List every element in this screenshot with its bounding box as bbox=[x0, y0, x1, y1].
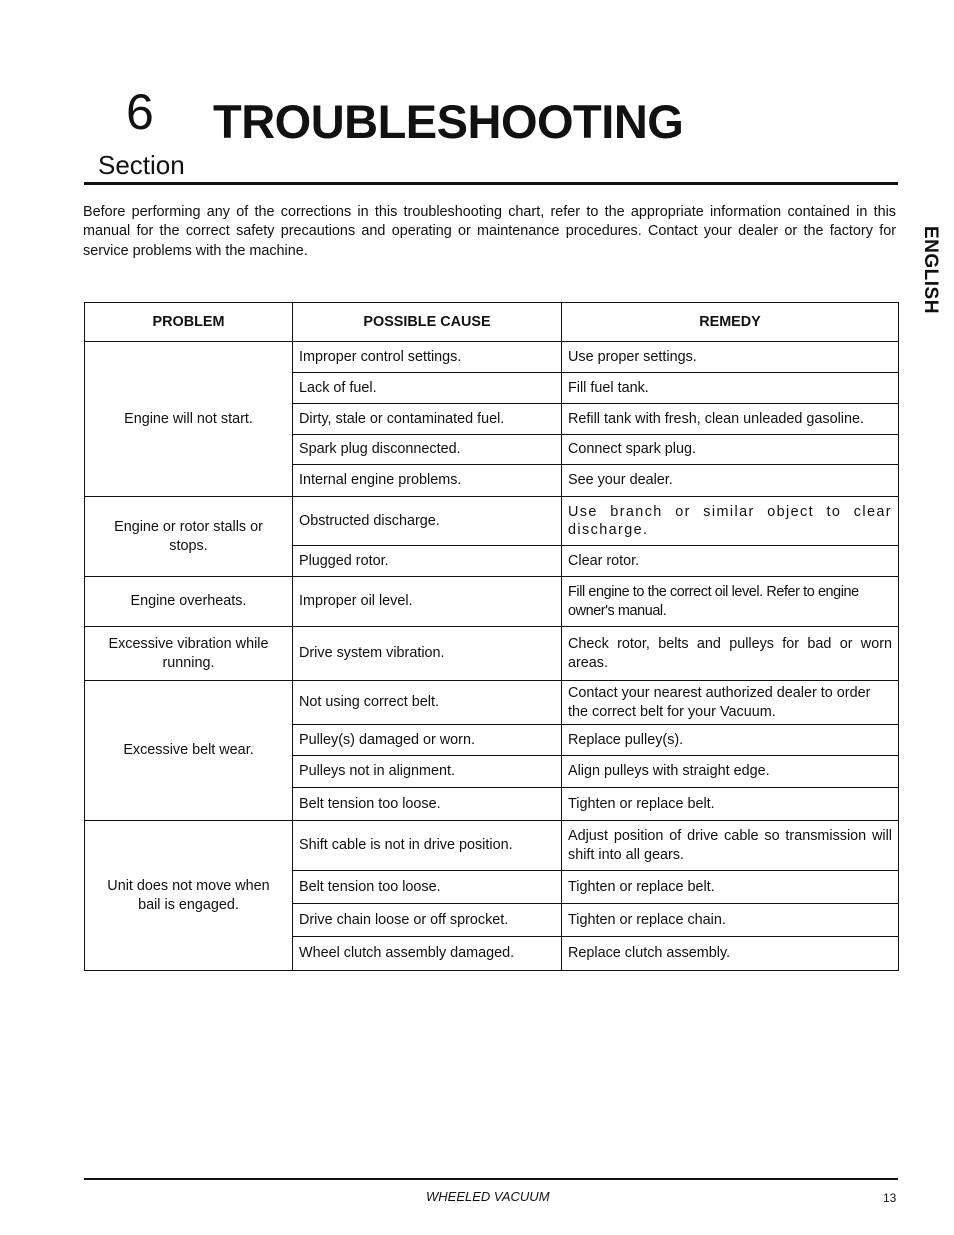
table-row bbox=[85, 577, 899, 627]
remedy-cell: Clear rotor. bbox=[562, 546, 899, 577]
table-row bbox=[85, 497, 899, 546]
section-label: Section bbox=[98, 150, 185, 180]
remedy-cell: Replace pulley(s). bbox=[562, 725, 899, 756]
footer-rule bbox=[84, 1178, 898, 1180]
header-remedy: REMEDY bbox=[562, 303, 899, 342]
table-header-row bbox=[85, 303, 899, 342]
remedy-cell: Use proper settings. bbox=[562, 342, 899, 373]
cause-cell: Spark plug disconnected. bbox=[293, 435, 562, 465]
cause-cell: Plugged rotor. bbox=[293, 546, 562, 577]
cause-cell: Internal engine problems. bbox=[293, 465, 562, 497]
cause-cell: Drive chain loose or off sprocket. bbox=[293, 904, 562, 937]
problem-cell: Engine or rotor stalls or stops. bbox=[85, 497, 293, 577]
problem-cell: Engine will not start. bbox=[85, 342, 293, 497]
remedy-cell: Check rotor, belts and pulleys for bad or worn areas. bbox=[562, 627, 899, 681]
cause-cell: Belt tension too loose. bbox=[293, 871, 562, 904]
table-row bbox=[85, 821, 899, 871]
cause-cell: Lack of fuel. bbox=[293, 373, 562, 404]
header-possible-cause: POSSIBLE CAUSE bbox=[293, 303, 562, 342]
language-label: ENGLISH bbox=[920, 226, 941, 314]
cause-cell: Not using correct belt. bbox=[293, 681, 562, 725]
page-number: 13 bbox=[883, 1191, 897, 1205]
problem-cell: Excessive vibration while running. bbox=[85, 627, 293, 681]
cause-cell: Shift cable is not in drive position. bbox=[293, 821, 562, 871]
remedy-cell: See your dealer. bbox=[562, 465, 899, 497]
header-rule bbox=[84, 182, 898, 185]
remedy-cell: Tighten or replace belt. bbox=[562, 871, 899, 904]
remedy-cell: Use branch or similar object to clear discharge. bbox=[562, 497, 899, 546]
table-row bbox=[85, 342, 899, 373]
section-number: 6 bbox=[126, 84, 154, 140]
troubleshooting-table bbox=[84, 302, 899, 971]
remedy-cell: Fill engine to the correct oil level. Refer to engine owner's manual. bbox=[562, 577, 899, 627]
remedy-cell: Align pulleys with straight edge. bbox=[562, 756, 899, 788]
problem-cell: Unit does not move when bail is engaged. bbox=[85, 821, 293, 971]
problem-cell: Excessive belt wear. bbox=[85, 681, 293, 821]
cause-cell: Improper oil level. bbox=[293, 577, 562, 627]
cause-cell: Belt tension too loose. bbox=[293, 788, 562, 821]
table-row bbox=[85, 627, 899, 681]
remedy-cell: Refill tank with fresh, clean unleaded gasoline. bbox=[562, 404, 899, 435]
remedy-cell: Replace clutch assembly. bbox=[562, 937, 899, 971]
cause-cell: Wheel clutch assembly damaged. bbox=[293, 937, 562, 971]
cause-cell: Pulley(s) damaged or worn. bbox=[293, 725, 562, 756]
remedy-cell: Tighten or replace chain. bbox=[562, 904, 899, 937]
cause-cell: Obstructed discharge. bbox=[293, 497, 562, 546]
intro-paragraph: Before performing any of the corrections in this troubleshooting chart, refer to the appropriate information contained in this manual for the correct safety precautions and operating or maintenance procedures. Contact your dealer or the factory for service problems with the machine. bbox=[83, 204, 896, 259]
header-problem: PROBLEM bbox=[85, 303, 293, 342]
cause-cell: Pulleys not in alignment. bbox=[293, 756, 562, 788]
remedy-cell: Connect spark plug. bbox=[562, 435, 899, 465]
remedy-cell: Adjust position of drive cable so transmission will shift into all gears. bbox=[562, 821, 899, 871]
language-tab bbox=[913, 226, 943, 336]
cause-cell: Improper control settings. bbox=[293, 342, 562, 373]
remedy-cell: Tighten or replace belt. bbox=[562, 788, 899, 821]
table-row bbox=[85, 681, 899, 725]
footer-title: WHEELED VACUUM bbox=[426, 1189, 550, 1204]
page-title: TROUBLESHOOTING bbox=[213, 95, 684, 148]
cause-cell: Drive system vibration. bbox=[293, 627, 562, 681]
remedy-cell: Fill fuel tank. bbox=[562, 373, 899, 404]
problem-cell: Engine overheats. bbox=[85, 577, 293, 627]
remedy-cell: Contact your nearest authorized dealer to order the correct belt for your Vacuum. bbox=[562, 681, 899, 725]
cause-cell: Dirty, stale or contaminated fuel. bbox=[293, 404, 562, 435]
